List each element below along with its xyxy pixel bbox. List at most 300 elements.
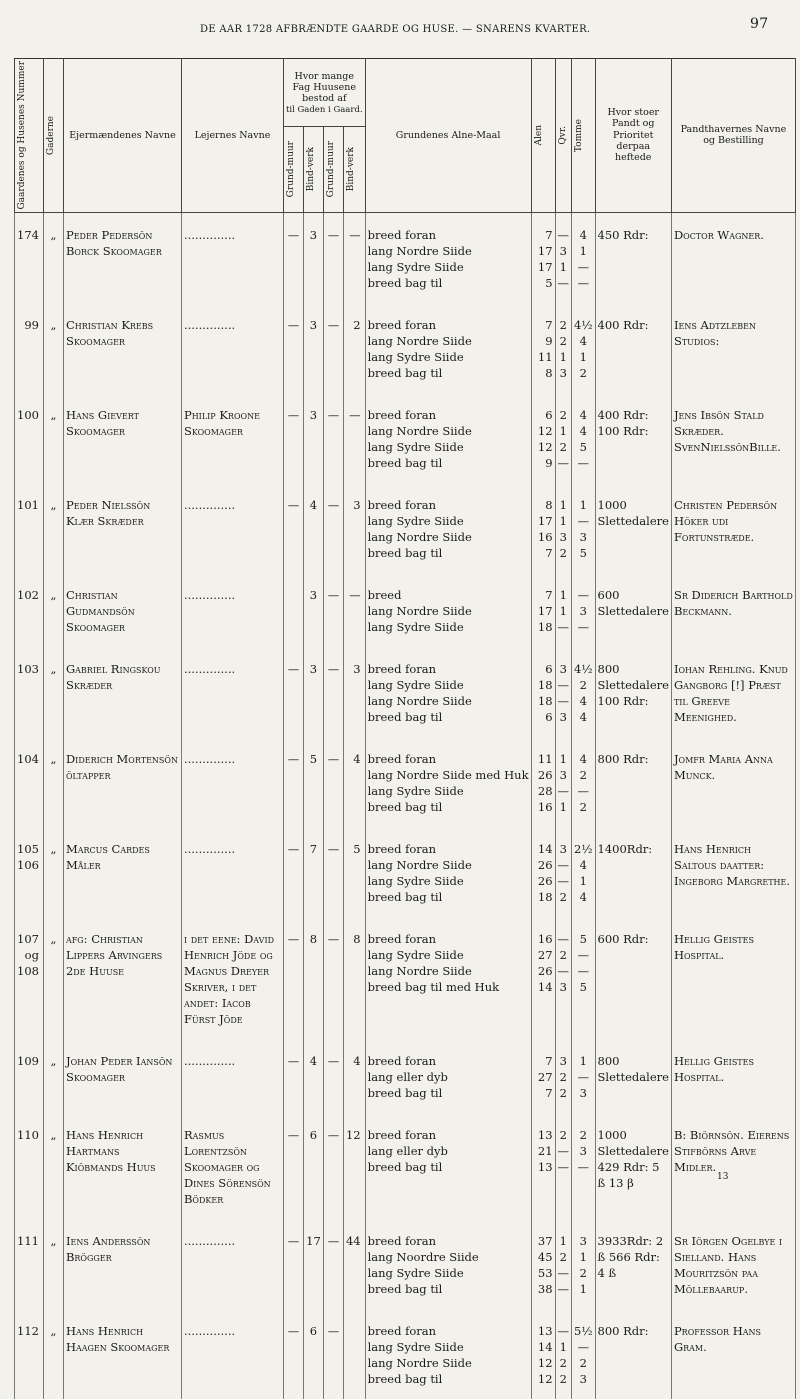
dim-alen: 37 xyxy=(537,1233,553,1248)
mortgage-amount: 1000 Slettedalere xyxy=(595,483,671,573)
fag-grundmuur-yard: — xyxy=(323,212,343,303)
dimension-qvarter xyxy=(555,212,572,303)
fag-bindverk-yard: 8 xyxy=(343,917,365,1039)
dim-label: breed bag til med Huk xyxy=(367,979,500,994)
mortgage-amount: 1000 Slettedalere 429 Rdr: 5 ß 13 β xyxy=(595,1113,671,1219)
col-header-bindverk-2: Bind-verk xyxy=(343,127,365,212)
dim-label: breed bag til xyxy=(367,1159,443,1174)
dim-tomme: 5 xyxy=(579,545,587,560)
dim-tomme: — xyxy=(577,963,590,978)
mortgage-holder: Iens Adtzleben Studios: xyxy=(671,303,795,393)
dimension-tomme xyxy=(572,737,595,827)
dim-qvarter: — xyxy=(557,783,570,798)
dimension-labels xyxy=(365,303,531,393)
dim-label: lang Nordre Siide xyxy=(367,243,472,258)
dim-tomme: — xyxy=(577,455,590,470)
dim-qvarter: 3 xyxy=(559,767,567,782)
dim-label: breed foran xyxy=(367,1053,437,1068)
col-header-fag-group: Hvor mange Fag Huusene bestod af til Gaden i Gaard. xyxy=(283,59,365,127)
dim-tomme: 4 xyxy=(579,407,587,422)
dim-label: lang Sydre Siide xyxy=(367,439,464,454)
dim-tomme: 4 xyxy=(579,423,587,438)
dim-alen: 45 xyxy=(537,1249,553,1264)
dim-label: lang Nordre Siide xyxy=(367,857,472,872)
table-row xyxy=(15,737,796,827)
dim-tomme: — xyxy=(577,1339,590,1354)
dim-qvarter: 2 xyxy=(559,1069,567,1084)
entry-number: 103 xyxy=(15,647,44,737)
dimension-tomme xyxy=(572,1113,595,1219)
owner-name: Christian Gudmandsön Skoomager xyxy=(63,573,181,647)
dim-qvarter: 2 xyxy=(559,545,567,560)
col-header-qvarter: Qvr. xyxy=(555,59,572,213)
dim-tomme: 2 xyxy=(579,799,587,814)
dim-tomme: 4 xyxy=(579,333,587,348)
fag-grundmuur-street: — xyxy=(283,1113,303,1219)
dimension-labels xyxy=(365,647,531,737)
table-row xyxy=(15,573,796,647)
dim-qvarter: — xyxy=(557,693,570,708)
dim-qvarter: — xyxy=(557,619,570,634)
dimension-tomme xyxy=(572,393,595,483)
dim-tomme: 4 xyxy=(579,857,587,872)
dimension-alen xyxy=(531,1309,555,1399)
mortgage-holder: Sr Diderich Barthold Beckmann. xyxy=(671,573,795,647)
entry-number: 99 xyxy=(15,303,44,393)
table-row xyxy=(15,827,796,917)
dimension-labels xyxy=(365,737,531,827)
dim-label: breed bag til xyxy=(367,275,443,290)
dim-label: lang Nordre Siide xyxy=(367,603,472,618)
dim-qvarter: — xyxy=(557,1143,570,1158)
street-mark: „ xyxy=(43,212,63,303)
mortgage-holder: Doctor Wagner. xyxy=(671,212,795,303)
dimension-labels xyxy=(365,917,531,1039)
dimension-alen xyxy=(531,1039,555,1113)
dim-alen: 13 xyxy=(537,1159,553,1174)
owner-name: afg: Christian Lippers Arvingers 2de Huuse xyxy=(63,917,181,1039)
fag-grundmuur-yard: — xyxy=(323,1113,343,1219)
street-mark: „ xyxy=(43,1219,63,1309)
dim-alen: 9 xyxy=(545,333,553,348)
entry-number: 110 xyxy=(15,1113,44,1219)
dim-alen: 27 xyxy=(537,1069,553,1084)
dim-tomme: 1 xyxy=(579,243,587,258)
street-mark: „ xyxy=(43,827,63,917)
dim-alen: 27 xyxy=(537,947,553,962)
mortgage-amount: 800 Rdr: xyxy=(595,737,671,827)
dim-label: lang Sydre Siide xyxy=(367,1265,464,1280)
running-title: DE AAR 1728 AFBRÆNDTE GAARDE OG HUSE. — SNARENS KVARTER. xyxy=(200,24,591,35)
fag-grundmuur-street: — xyxy=(283,1309,303,1399)
dim-label: breed foran xyxy=(367,1233,437,1248)
dimension-qvarter xyxy=(555,737,572,827)
fag-grundmuur-yard: — xyxy=(323,303,343,393)
dim-tomme: 3 xyxy=(579,529,587,544)
dim-label: breed foran xyxy=(367,1127,437,1142)
dim-label: breed foran xyxy=(367,661,437,676)
dim-alen: 11 xyxy=(537,751,553,766)
dimension-qvarter xyxy=(555,1219,572,1309)
dimension-tomme xyxy=(572,573,595,647)
dim-label: breed foran xyxy=(367,407,437,422)
street-mark: „ xyxy=(43,393,63,483)
dim-label: breed bag til xyxy=(367,1281,443,1296)
dim-tomme: 5 xyxy=(579,439,587,454)
table-row xyxy=(15,1113,796,1219)
dimension-qvarter xyxy=(555,1309,572,1399)
dim-alen: 26 xyxy=(537,857,553,872)
dim-qvarter: — xyxy=(557,931,570,946)
fag-grundmuur-yard: — xyxy=(323,483,343,573)
dim-alen: 17 xyxy=(537,603,553,618)
fag-grundmuur-street: — xyxy=(283,1039,303,1113)
mortgage-amount: 400 Rdr: 100 Rdr: xyxy=(595,393,671,483)
dim-alen: 16 xyxy=(537,931,553,946)
dimension-labels xyxy=(365,1309,531,1399)
dim-label: breed foran xyxy=(367,227,437,242)
table-row xyxy=(15,303,796,393)
fag-grundmuur-yard: — xyxy=(323,1309,343,1399)
signature-mark: 13 xyxy=(717,1172,729,1182)
dim-label: breed foran xyxy=(367,931,437,946)
table-row xyxy=(15,1309,796,1399)
dim-label: breed bag til xyxy=(367,709,443,724)
dim-qvarter: 3 xyxy=(559,365,567,380)
dim-tomme: — xyxy=(577,619,590,634)
mortgage-amount: 600 Rdr: xyxy=(595,917,671,1039)
dim-alen: 12 xyxy=(537,1371,553,1386)
dim-label: lang Sydre Siide xyxy=(367,677,464,692)
tenant-name: .............. xyxy=(181,1309,283,1399)
dim-qvarter: 2 xyxy=(559,1355,567,1370)
dim-tomme: — xyxy=(577,783,590,798)
dim-label: breed foran xyxy=(367,751,437,766)
fag-grundmuur-street: — xyxy=(283,393,303,483)
dim-label: lang Nordre Siide xyxy=(367,423,472,438)
tenant-name: .............. xyxy=(181,212,283,303)
table-row xyxy=(15,917,796,1039)
dim-label: lang Nordre Siide xyxy=(367,333,472,348)
mortgage-amount: 450 Rdr: xyxy=(595,212,671,303)
dim-qvarter: 1 xyxy=(559,1233,567,1248)
dim-qvarter: 1 xyxy=(559,349,567,364)
dimension-qvarter xyxy=(555,483,572,573)
dim-tomme: 3 xyxy=(579,1085,587,1100)
dim-alen: 7 xyxy=(545,587,553,602)
fag-grundmuur-street: — xyxy=(283,647,303,737)
fag-bindverk-street: 3 xyxy=(303,393,323,483)
fag-grundmuur-street: — xyxy=(283,212,303,303)
dim-qvarter: — xyxy=(557,873,570,888)
table-row xyxy=(15,1039,796,1113)
dim-label: lang Sydre Siide xyxy=(367,783,464,798)
dim-alen: 7 xyxy=(545,1085,553,1100)
tenant-name: .............. xyxy=(181,573,283,647)
fag-bindverk-yard xyxy=(343,1309,365,1399)
dim-tomme: 3 xyxy=(579,603,587,618)
mortgage-amount: 400 Rdr: xyxy=(595,303,671,393)
dimension-qvarter xyxy=(555,827,572,917)
dim-alen: 6 xyxy=(545,407,553,422)
dim-tomme: 4 xyxy=(579,693,587,708)
dim-qvarter: 2 xyxy=(559,439,567,454)
fag-bindverk-yard: 3 xyxy=(343,483,365,573)
dim-qvarter: 2 xyxy=(559,947,567,962)
fag-grundmuur-yard: — xyxy=(323,737,343,827)
fag-bindverk-street: 17 xyxy=(303,1219,323,1309)
dim-qvarter: 1 xyxy=(559,799,567,814)
entry-number: 111 xyxy=(15,1219,44,1309)
fag-grundmuur-street: — xyxy=(283,917,303,1039)
dim-qvarter: 2 xyxy=(559,1085,567,1100)
col-header-pandt: Hvor stoer Pandt og Prioritet derpaa heftede xyxy=(595,59,671,213)
dim-alen: 8 xyxy=(545,365,553,380)
owner-name: Christian Krebs Skoomager xyxy=(63,303,181,393)
dim-alen: 14 xyxy=(537,841,553,856)
dim-tomme: 1 xyxy=(579,1249,587,1264)
dimension-alen xyxy=(531,393,555,483)
col-header-owner: Ejermændenes Navne xyxy=(63,59,181,213)
entry-number: 102 xyxy=(15,573,44,647)
street-mark: „ xyxy=(43,917,63,1039)
dim-alen: 7 xyxy=(545,1053,553,1068)
entry-number: 109 xyxy=(15,1039,44,1113)
dimension-alen xyxy=(531,483,555,573)
fag-bindverk-yard: 4 xyxy=(343,1039,365,1113)
fag-bindverk-street: 3 xyxy=(303,573,323,647)
fag-bindverk-street: 3 xyxy=(303,647,323,737)
dim-qvarter: 2 xyxy=(559,407,567,422)
tenant-name: .............. xyxy=(181,303,283,393)
dimension-tomme xyxy=(572,917,595,1039)
fag-bindverk-street: 3 xyxy=(303,303,323,393)
dim-alen: 12 xyxy=(537,439,553,454)
entry-number: 105 106 xyxy=(15,827,44,917)
street-mark: „ xyxy=(43,737,63,827)
dim-alen: 16 xyxy=(537,529,553,544)
dim-alen: 18 xyxy=(537,619,553,634)
dim-qvarter: 3 xyxy=(559,841,567,856)
fag-bindverk-yard: 2 xyxy=(343,303,365,393)
fag-grundmuur-yard: — xyxy=(323,393,343,483)
dim-label: breed bag til xyxy=(367,545,443,560)
dimension-labels xyxy=(365,827,531,917)
dim-qvarter: — xyxy=(557,963,570,978)
dim-label: breed bag til xyxy=(367,889,443,904)
tenant-name: .............. xyxy=(181,827,283,917)
dimension-qvarter xyxy=(555,573,572,647)
dimension-labels xyxy=(365,1113,531,1219)
dim-label: lang eller dyb xyxy=(367,1069,448,1084)
dim-qvarter: — xyxy=(557,1265,570,1280)
dim-label: lang eller dyb xyxy=(367,1143,448,1158)
table-row xyxy=(15,1219,796,1309)
fag-bindverk-street: 4 xyxy=(303,483,323,573)
tenant-name: Rasmus Lorentzsön Skoomager og Dines Sörensön Bödker xyxy=(181,1113,283,1219)
fag-grundmuur-street: — xyxy=(283,1219,303,1309)
dim-tomme: — xyxy=(577,1159,590,1174)
dim-label: lang Nordre Siide med Huk xyxy=(367,767,529,782)
fag-bindverk-yard: 44 xyxy=(343,1219,365,1309)
dim-label: breed foran xyxy=(367,497,437,512)
fag-bindverk-street: 6 xyxy=(303,1309,323,1399)
dimension-qvarter xyxy=(555,303,572,393)
dim-label: lang Nordre Siide xyxy=(367,963,472,978)
dim-tomme: 4 xyxy=(579,709,587,724)
entry-number: 100 xyxy=(15,393,44,483)
dim-label: lang Sydre Siide xyxy=(367,619,464,634)
dimension-alen xyxy=(531,827,555,917)
dim-qvarter: — xyxy=(557,227,570,242)
dim-qvarter: 3 xyxy=(559,709,567,724)
dim-qvarter: 3 xyxy=(559,661,567,676)
fag-bindverk-yard: — xyxy=(343,573,365,647)
fag-grundmuur-yard: — xyxy=(323,827,343,917)
dimension-qvarter xyxy=(555,917,572,1039)
dim-alen: 9 xyxy=(545,455,553,470)
dim-label: breed foran xyxy=(367,1323,437,1338)
dim-qvarter: 2 xyxy=(559,317,567,332)
fag-grundmuur-yard: — xyxy=(323,573,343,647)
dim-alen: 17 xyxy=(537,259,553,274)
tenant-name: .............. xyxy=(181,737,283,827)
dimension-tomme xyxy=(572,483,595,573)
entry-number: 107 og 108 xyxy=(15,917,44,1039)
dimension-alen xyxy=(531,1113,555,1219)
owner-name: Gabriel Ringskou Skræder xyxy=(63,647,181,737)
dim-qvarter: 2 xyxy=(559,1371,567,1386)
dim-label: lang Sydre Siide xyxy=(367,513,464,528)
dimension-labels xyxy=(365,573,531,647)
dim-alen: 12 xyxy=(537,423,553,438)
dim-label: lang Sydre Siide xyxy=(367,349,464,364)
fag-grundmuur-street: — xyxy=(283,303,303,393)
dim-tomme: 3 xyxy=(579,1371,587,1386)
dimension-tomme xyxy=(572,827,595,917)
dim-label: breed bag til xyxy=(367,799,443,814)
mortgage-amount: 1400Rdr: xyxy=(595,827,671,917)
dim-qvarter: — xyxy=(557,1159,570,1174)
col-header-gaderne: Gaderne xyxy=(43,59,63,213)
dim-qvarter: 2 xyxy=(559,1249,567,1264)
dimension-tomme xyxy=(572,1309,595,1399)
dim-label: lang Nordre Siide xyxy=(367,1355,472,1370)
fag-bindverk-street: 5 xyxy=(303,737,323,827)
dim-tomme: 2½ xyxy=(574,841,593,856)
col-header-pandthaver: Pandthavernes Navne og Bestilling xyxy=(671,59,795,213)
dimension-alen xyxy=(531,917,555,1039)
fag-bindverk-yard: 4 xyxy=(343,737,365,827)
street-mark: „ xyxy=(43,1039,63,1113)
owner-name: Johan Peder Iansön Skoomager xyxy=(63,1039,181,1113)
mortgage-holder: Iohan Rehling. Knud Gangborg [!] Præst til Greeve Meenighed. xyxy=(671,647,795,737)
dim-alen: 7 xyxy=(545,317,553,332)
col-header-bindverk-1: Bind-verk xyxy=(303,127,323,212)
dim-alen: 26 xyxy=(537,767,553,782)
fag-grundmuur-street: — xyxy=(283,483,303,573)
tenant-name: .............. xyxy=(181,647,283,737)
dim-alen: 53 xyxy=(537,1265,553,1280)
owner-name: Marcus Cardes Måler xyxy=(63,827,181,917)
mortgage-amount: 600 Slettedalere xyxy=(595,573,671,647)
dim-label: breed bag til xyxy=(367,455,443,470)
dim-tomme: — xyxy=(577,947,590,962)
dim-qvarter: 2 xyxy=(559,333,567,348)
dim-tomme: 2 xyxy=(579,1355,587,1370)
tenant-name: .............. xyxy=(181,1039,283,1113)
dim-label: lang Sydre Siide xyxy=(367,873,464,888)
fag-bindverk-yard: 5 xyxy=(343,827,365,917)
fag-grundmuur-street: — xyxy=(283,737,303,827)
dim-qvarter: 1 xyxy=(559,1339,567,1354)
dim-alen: 5 xyxy=(545,275,553,290)
dim-qvarter: — xyxy=(557,857,570,872)
dim-tomme: 4 xyxy=(579,751,587,766)
col-header-tenant: Lejernes Navne xyxy=(181,59,283,213)
dimension-alen xyxy=(531,212,555,303)
dim-tomme: 4 xyxy=(579,227,587,242)
mortgage-holder: Hellig Geistes Hospital. xyxy=(671,1039,795,1113)
dim-alen: 14 xyxy=(537,1339,553,1354)
fag-bindverk-street: 4 xyxy=(303,1039,323,1113)
mortgage-amount: 800 Slettedalere 100 Rdr: xyxy=(595,647,671,737)
dim-label: breed foran xyxy=(367,317,437,332)
dim-alen: 21 xyxy=(537,1143,553,1158)
dim-qvarter: 1 xyxy=(559,423,567,438)
dim-label: breed xyxy=(367,587,402,602)
dim-alen: 6 xyxy=(545,709,553,724)
dim-qvarter: — xyxy=(557,455,570,470)
owner-name: Diderich Mortensön öltapper xyxy=(63,737,181,827)
col-header-alen: Alen xyxy=(531,59,555,213)
tenant-name: Philip Kroone Skoomager xyxy=(181,393,283,483)
dim-alen: 17 xyxy=(537,513,553,528)
fag-bindverk-street: 3 xyxy=(303,212,323,303)
dim-alen: 7 xyxy=(545,227,553,242)
fag-grundmuur-yard: — xyxy=(323,1219,343,1309)
fag-bindverk-street: 7 xyxy=(303,827,323,917)
dim-alen: 18 xyxy=(537,889,553,904)
dim-qvarter: — xyxy=(557,677,570,692)
dimension-labels xyxy=(365,212,531,303)
dim-tomme: 4 xyxy=(579,889,587,904)
street-mark: „ xyxy=(43,303,63,393)
dim-tomme: — xyxy=(577,587,590,602)
dim-qvarter: 3 xyxy=(559,979,567,994)
mortgage-amount: 3933Rdr: 2 ß 566 Rdr: 4 ß xyxy=(595,1219,671,1309)
col-header-grundmuur-1: Grund-muur xyxy=(283,127,303,212)
fag-bindverk-yard: — xyxy=(343,212,365,303)
dim-tomme: — xyxy=(577,259,590,274)
dimension-alen xyxy=(531,303,555,393)
dim-alen: 11 xyxy=(537,349,553,364)
tenant-name: .............. xyxy=(181,483,283,573)
dim-alen: 18 xyxy=(537,693,553,708)
dimension-labels xyxy=(365,393,531,483)
dim-alen: 14 xyxy=(537,979,553,994)
mortgage-amount: 800 Rdr: xyxy=(595,1309,671,1399)
dim-tomme: 4½ xyxy=(574,317,593,332)
tenant-name: i det eene: David Henrich Jöde og Magnus Dreyer Skriver, i det andet: Iacob Fürst Jöde xyxy=(181,917,283,1039)
dimension-labels xyxy=(365,1219,531,1309)
fag-grundmuur-yard: — xyxy=(323,647,343,737)
dim-label: breed bag til xyxy=(367,1371,443,1386)
dim-tomme: 1 xyxy=(579,497,587,512)
street-mark: „ xyxy=(43,573,63,647)
mortgage-amount: 800 Slettedalere xyxy=(595,1039,671,1113)
dim-alen: 7 xyxy=(545,545,553,560)
